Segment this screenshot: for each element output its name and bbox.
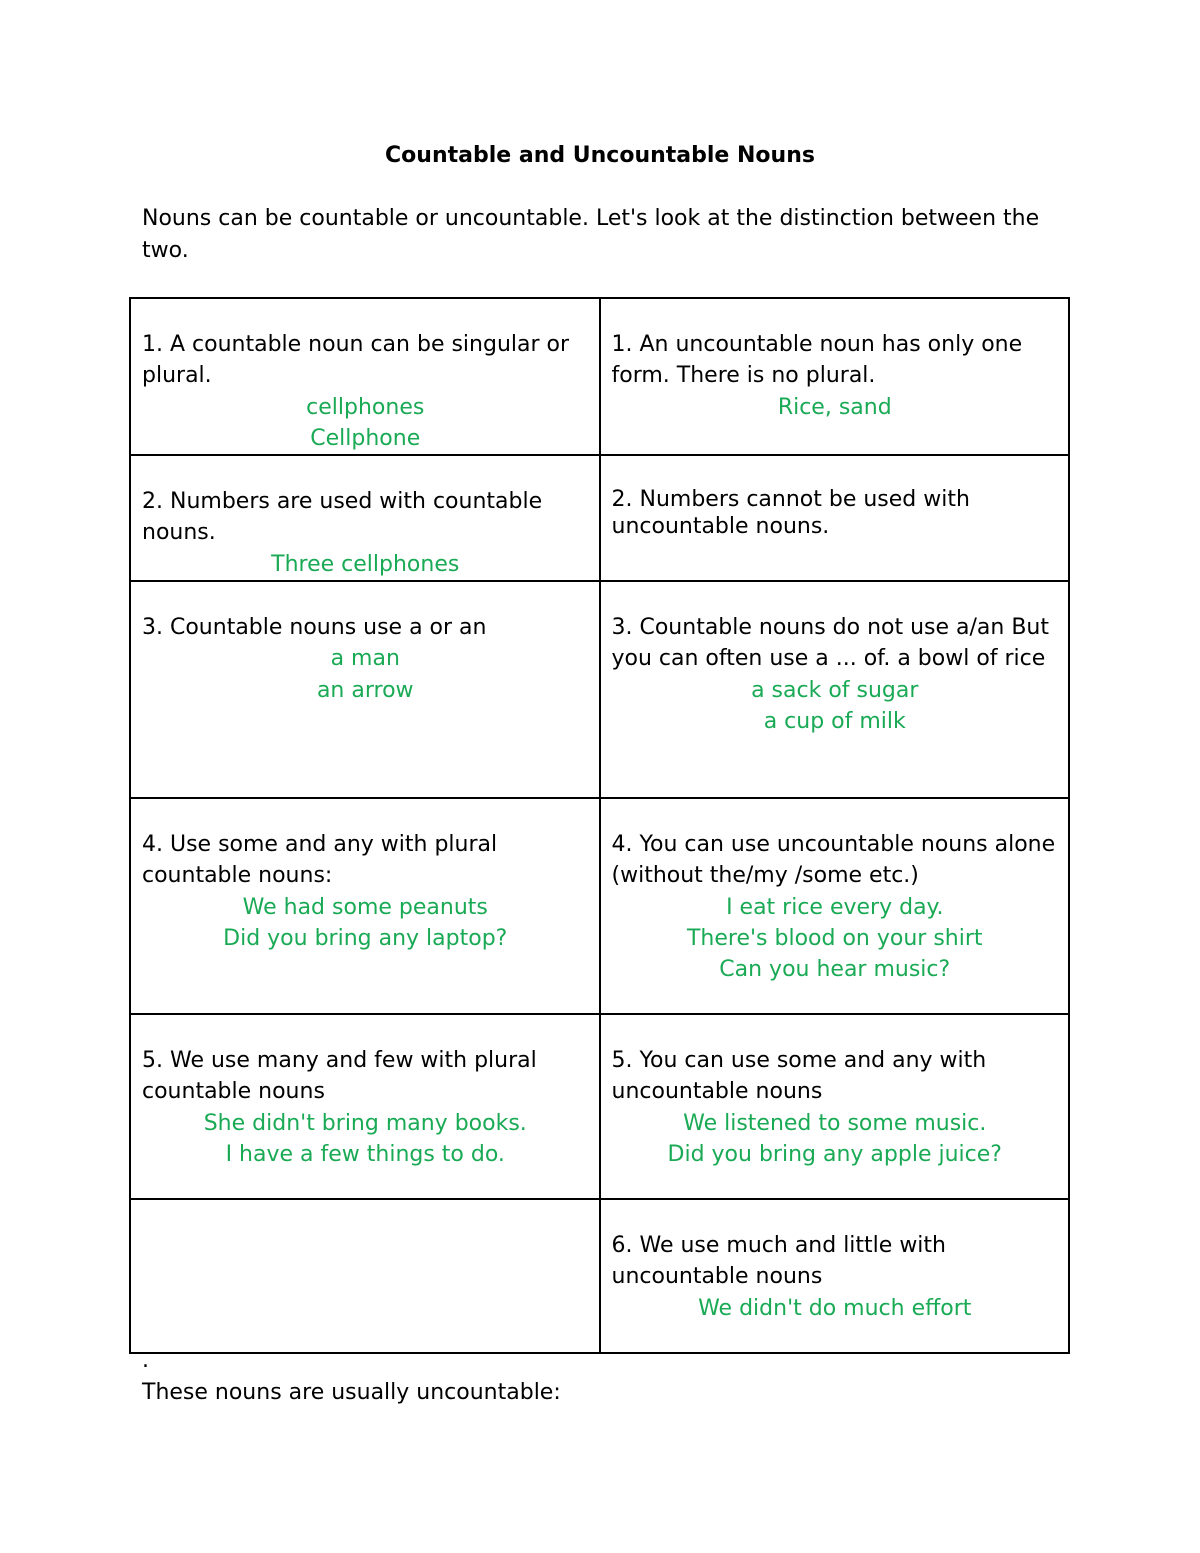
countable-cell [130,455,600,581]
countable-cell [130,798,600,1014]
uncountable-cell [600,1014,1070,1199]
example-text: We didn't do much effort [698,1295,972,1321]
example-text: Cellphone [310,425,421,451]
example-text: Three cellphones [271,551,460,577]
table-row [130,581,1069,798]
rule-text: 4. You can use uncountable nouns alone (without the/my /some etc.) [611,832,1056,889]
rule-text: 1. An uncountable noun has only one form. There is no plural. [611,332,1023,389]
example-text: Can you hear music? [719,957,951,983]
rule-text: 3. Countable nouns do not use a/an But you can often use a ... of. a bowl of rice [611,615,1049,672]
table-row [130,298,1069,455]
table-row [130,798,1069,1014]
example-text: We had some peanuts [242,894,488,920]
rule-text: 1. A countable noun can be singular or plural. [142,332,570,389]
uncountable-cell [600,1199,1070,1353]
example-text: a cup of milk [763,708,906,734]
uncountable-cell [600,298,1070,455]
example-text: a man [330,646,400,672]
rule-text: 5. You can use some and any with uncountable nouns [611,1048,987,1105]
rule-text: 2. Numbers cannot be used with uncountable nouns. [611,487,970,540]
uncountable-cell [600,581,1070,798]
uncountable-cell [600,798,1070,1014]
example-text: Rice, sand [777,394,892,420]
rule-text: 2. Numbers are used with countable nouns. [142,489,543,546]
rule-text: 6. We use much and little with uncountable nouns [611,1233,946,1290]
example-text: an arrow [316,677,414,703]
example-text: There's blood on your shirt [686,925,983,951]
example-text: Did you bring any apple juice? [667,1141,1002,1167]
example-text: We listened to some music. [683,1110,987,1136]
comparison-table [129,297,1070,1354]
example-text: I have a few things to do. [225,1141,505,1167]
countable-cell [130,298,600,455]
example-text: a sack of sugar [751,677,919,703]
rule-text: 5. We use many and few with plural countable nouns [142,1048,537,1105]
rule-text: 4. Use some and any with plural countable nouns: [142,832,498,889]
table-row [130,1199,1069,1353]
rule-text: 3. Countable nouns use a or an [142,615,487,641]
example-text: Did you bring any laptop? [223,925,508,951]
empty-cell [130,1199,600,1353]
closing-sentence: These nouns are usually uncountable: [142,1380,561,1405]
intro-paragraph: Nouns can be countable or uncountable. Let's look at the distinction between the two. [142,206,1040,263]
table-row [130,455,1069,581]
countable-cell [130,581,600,798]
stray-dot: . [142,1348,149,1373]
example-text: She didn't bring many books. [203,1110,527,1136]
table-row [130,1014,1069,1199]
page-title: Countable and Uncountable Nouns [385,143,815,168]
example-text: cellphones [306,394,425,420]
uncountable-cell [600,455,1070,581]
countable-cell [130,1014,600,1199]
example-text: I eat rice every day. [726,894,944,920]
